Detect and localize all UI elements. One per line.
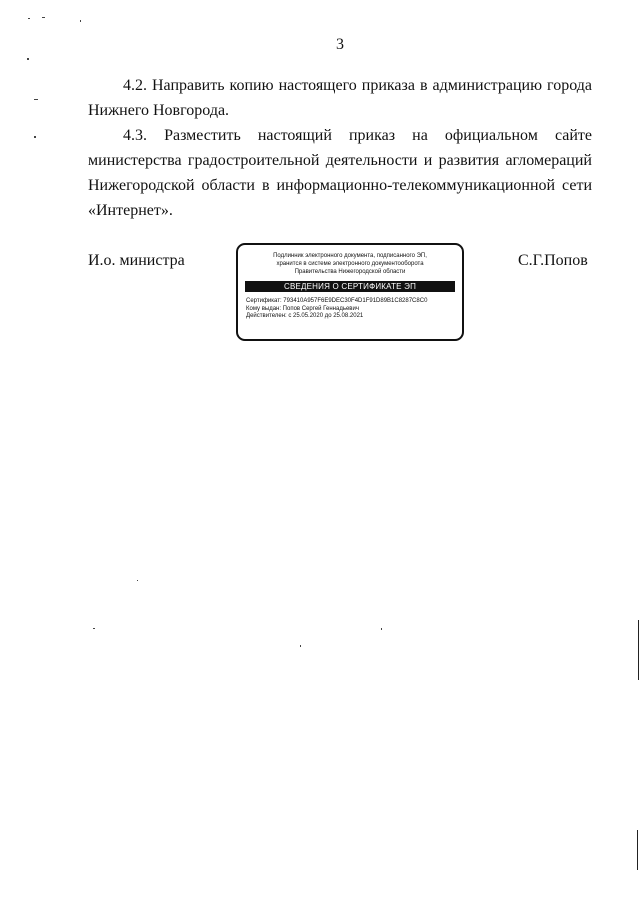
stamp-header <box>238 252 462 276</box>
scan-speck <box>42 17 45 18</box>
stamp-details <box>246 298 462 321</box>
stamp-title: СВЕДЕНИЯ О СЕРТИФИКАТЕ ЭП <box>245 281 455 292</box>
scan-speck <box>300 645 301 647</box>
paragraph-4-3: 4.3. Разместить настоящий приказ на официальном сайте министерства градостроительной деятельности и развития агломераций Нижегородской области в информационно-телекоммуникационной сети «Интернет». <box>88 127 592 219</box>
scan-speck <box>28 18 30 19</box>
scan-speck <box>27 58 29 60</box>
scan-speck <box>34 99 38 100</box>
stamp-header-line: хранится в системе электронного документооборота <box>276 261 424 267</box>
scan-speck <box>93 628 95 629</box>
scan-edge-line <box>637 830 638 870</box>
scan-edge-line <box>638 620 639 680</box>
paragraph-4-2: 4.2. Направить копию настоящего приказа в администрацию города Нижнего Новгорода. <box>88 77 592 119</box>
page-number: 3 <box>336 36 344 53</box>
scan-speck <box>80 20 81 22</box>
signatory-name: С.Г.Попов <box>518 252 588 269</box>
e-signature-stamp <box>236 243 464 341</box>
stamp-header-line: Правительства Нижегородской области <box>294 269 406 275</box>
stamp-certificate: Сертификат: 793410A957F6E9DEC30F4D1F91D89B1C8287C8C0 <box>246 298 428 304</box>
scan-speck <box>381 628 382 630</box>
stamp-header-line: Подлинник электронного документа, подписанного ЭП, <box>273 253 427 259</box>
stamp-valid-period: Действителен: с 25.05.2020 до 25.08.2021 <box>246 313 364 319</box>
signatory-position: И.о. министра <box>88 252 185 269</box>
scan-speck <box>137 580 138 581</box>
scan-speck <box>34 136 36 138</box>
stamp-issued-to: Кому выдан: Попов Сергей Геннадьевич <box>246 305 359 312</box>
